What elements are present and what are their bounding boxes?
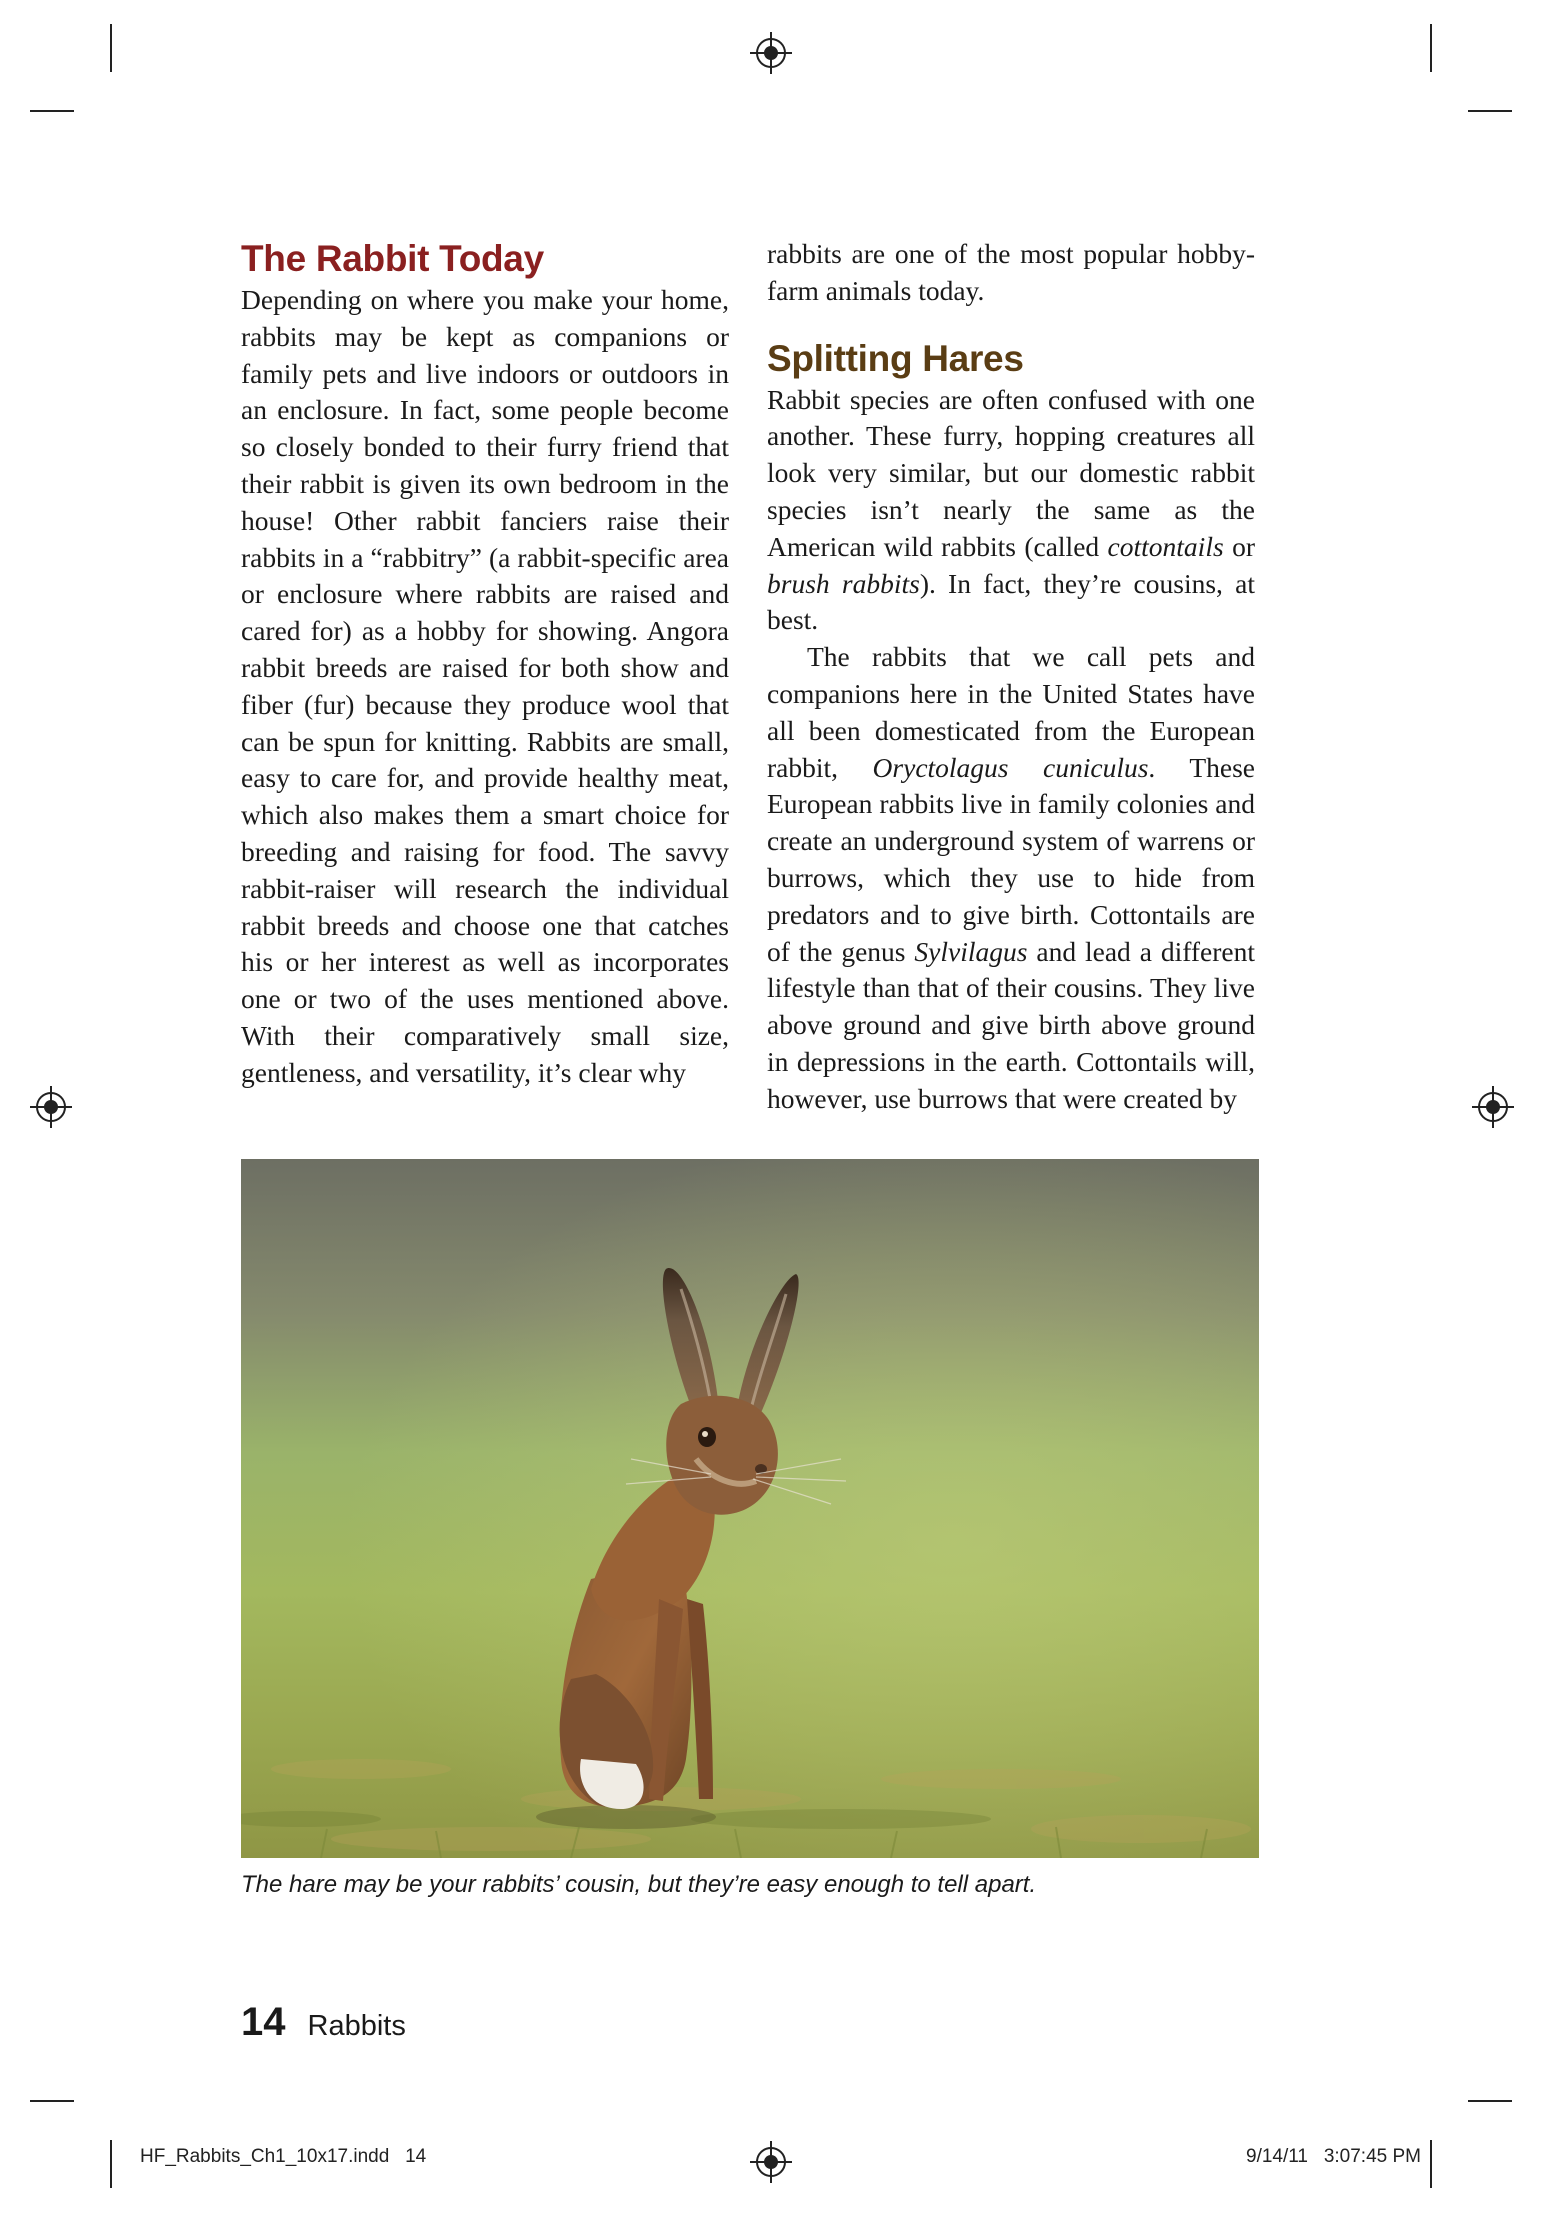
crop-mark [1468,110,1512,112]
section-heading-rabbit-today: The Rabbit Today [241,238,544,279]
registration-mark-icon [36,1092,66,1122]
crop-mark [1430,2140,1432,2188]
page-number: 14 [241,2000,286,2044]
crop-mark [110,2140,112,2188]
hare-photo [241,1159,1259,1858]
photo-caption: The hare may be your rabbits’ cousin, but they’re easy enough to tell apart. [241,1871,1037,1898]
crop-mark [30,2100,74,2102]
section-heading-splitting-hares: Splitting Hares [767,337,1024,379]
running-title: Rabbits [307,2010,406,2042]
crop-mark [30,110,74,112]
left-column [241,236,729,1092]
body-continuation: rabbits are one of the most popular hobby-farm animals today. [767,238,1255,306]
slug-filename: HF_Rabbits_Ch1_10x17.indd 14 [140,2146,427,2167]
body-paragraph: The rabbits that we call pets and companions here in the United States have all been domesticated from the European rabbit, Oryctolagus cuniculus. These European rabbits live in family colonies and create an underground system of warrens or burrows, which they use to hide from predators and to give birth. Cottontails are of the genus Sylvilagus and lead a different lifestyle than that of their cousins. They live above ground and give birth above ground in depressions in the earth. Cottontails will, however, use burrows that were created by [767,641,1255,1114]
registration-mark-icon [1478,1092,1508,1122]
registration-mark-icon [756,38,786,68]
page-footer [241,2000,406,2045]
right-column [767,236,1255,1118]
registration-mark-icon [756,2147,786,2177]
slug-timestamp: 9/14/11 3:07:45 PM [1246,2146,1421,2167]
crop-mark [110,24,112,72]
body-paragraph: Rabbit species are often confused with one another. These furry, hopping creatures all look very similar, but our domestic rabbit species isn’t nearly the same as the American wild rabbits (called cottontails or brush rabbits). In fact, they’re cousins, at best. [767,383,1255,636]
crop-mark [1468,2100,1512,2102]
crop-mark [1430,24,1432,72]
body-paragraph: Depending on where you make your home, rabbits may be kept as companions or family pets and live indoors or outdoors in an enclosure. In fact, some people become so closely bonded to their furry friend that their rabbit is given its own bedroom in the house! Other rabbit fanciers raise their rabbits in a “rabbitry” (a rabbit-specific area or enclosure where rabbits are raised and cared for) as a hobby for showing. Angora rabbit breeds are raised for both show and fiber (fur) because they produce wool that can be spun for knitting. Rabbits are small, easy to care for, and provide healthy meat, which also makes them a smart choice for breeding and raising for food. The savvy rabbit-raiser will research the individual rabbit breeds and choose one that catches his or her interest as well as incorporates one or two of the uses mentioned above. With their comparatively small size, gentleness, and versatility, it’s clear why [241,284,729,1088]
